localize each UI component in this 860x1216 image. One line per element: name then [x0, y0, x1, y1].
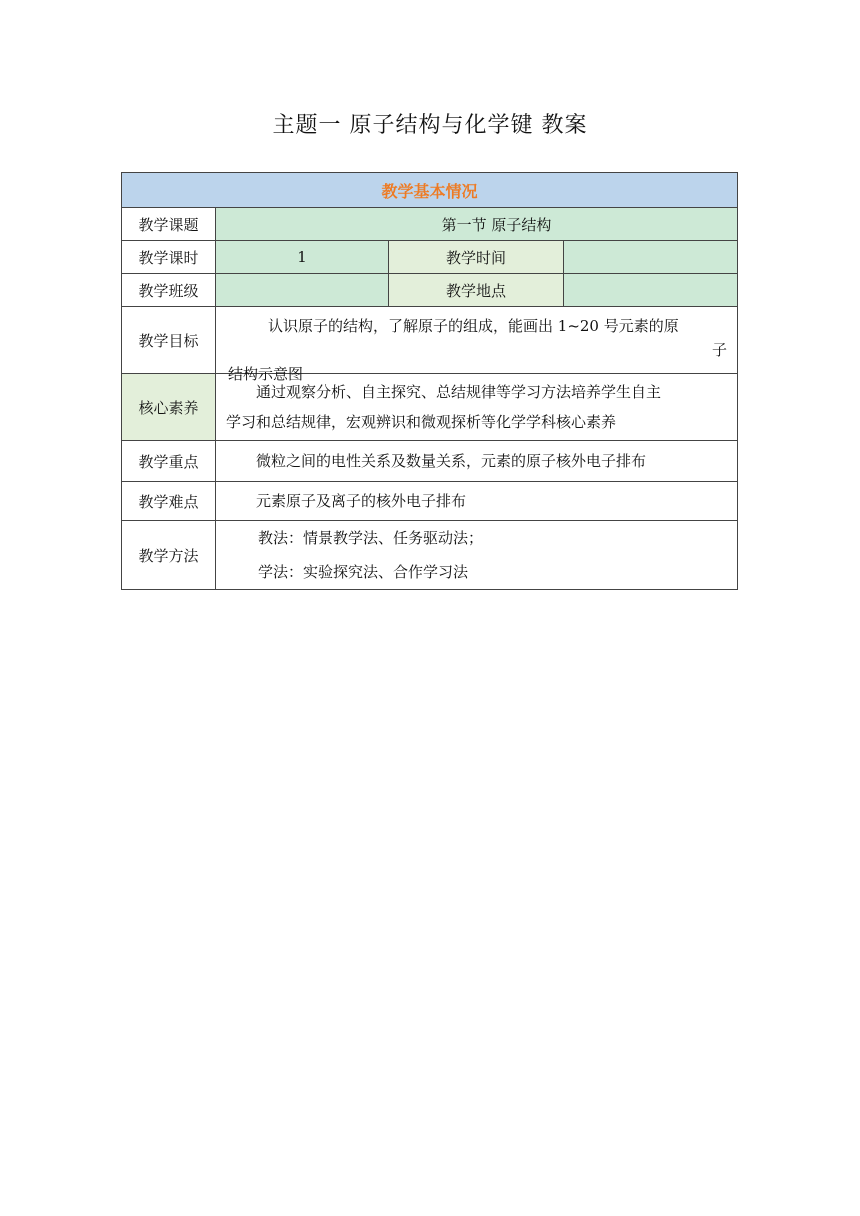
- key-text: 微粒之间的电性关系及数量关系，元素的原子核外电子排布: [256, 452, 647, 470]
- table-header-row: [122, 173, 738, 208]
- method-text-line2: 学法：实验探究法、合作学习法: [258, 563, 469, 581]
- goal-text-line1: 认识原子的结构，了解原子的组成，能画出 1~20 号元素的原: [268, 317, 679, 335]
- location-value: [564, 274, 738, 307]
- topic-value: 第一节 原子结构: [216, 208, 738, 241]
- core-text-line1: 通过观察分析、自主探究、总结规律等学习方法培养学生自主: [256, 383, 662, 401]
- time-value: [564, 241, 738, 274]
- method-label: 教学方法: [122, 521, 216, 590]
- table-row: [122, 374, 738, 441]
- table-row: [122, 482, 738, 521]
- table-row: [122, 441, 738, 482]
- location-label: 教学地点: [389, 274, 564, 307]
- hours-value: 1: [216, 241, 389, 274]
- time-label: 教学时间: [389, 241, 564, 274]
- core-label: 核心素养: [122, 374, 216, 441]
- table-row: [122, 241, 738, 274]
- topic-label: 教学课题: [122, 208, 216, 241]
- difficulty-text: 元素原子及离子的核外电子排布: [256, 492, 467, 510]
- goal-text-line2: 子: [712, 341, 728, 359]
- table-header: 教学基本情况: [122, 173, 738, 208]
- class-value: [216, 274, 389, 307]
- difficulty-label: 教学难点: [122, 482, 216, 521]
- table-row: [122, 307, 738, 374]
- difficulty-cell: [216, 482, 738, 521]
- key-label: 教学重点: [122, 441, 216, 482]
- core-text-line2: 学习和总结规律，宏观辨识和微观探析等化学学科核心素养: [226, 413, 617, 431]
- table-row: [122, 521, 738, 590]
- hours-label: 教学课时: [122, 241, 216, 274]
- goal-text-line3: 结构示意图: [228, 365, 304, 383]
- teaching-info-table: [121, 172, 738, 590]
- method-text-line1: 教法：情景教学法、任务驱动法；: [258, 529, 484, 547]
- key-cell: [216, 441, 738, 482]
- goal-label: 教学目标: [122, 307, 216, 374]
- method-cell: [216, 521, 738, 590]
- document-title: 主题一 原子结构与化学键 教案: [272, 113, 588, 138]
- table-row: [122, 274, 738, 307]
- class-label: 教学班级: [122, 274, 216, 307]
- table-row: [122, 208, 738, 241]
- goal-cell: [216, 307, 738, 383]
